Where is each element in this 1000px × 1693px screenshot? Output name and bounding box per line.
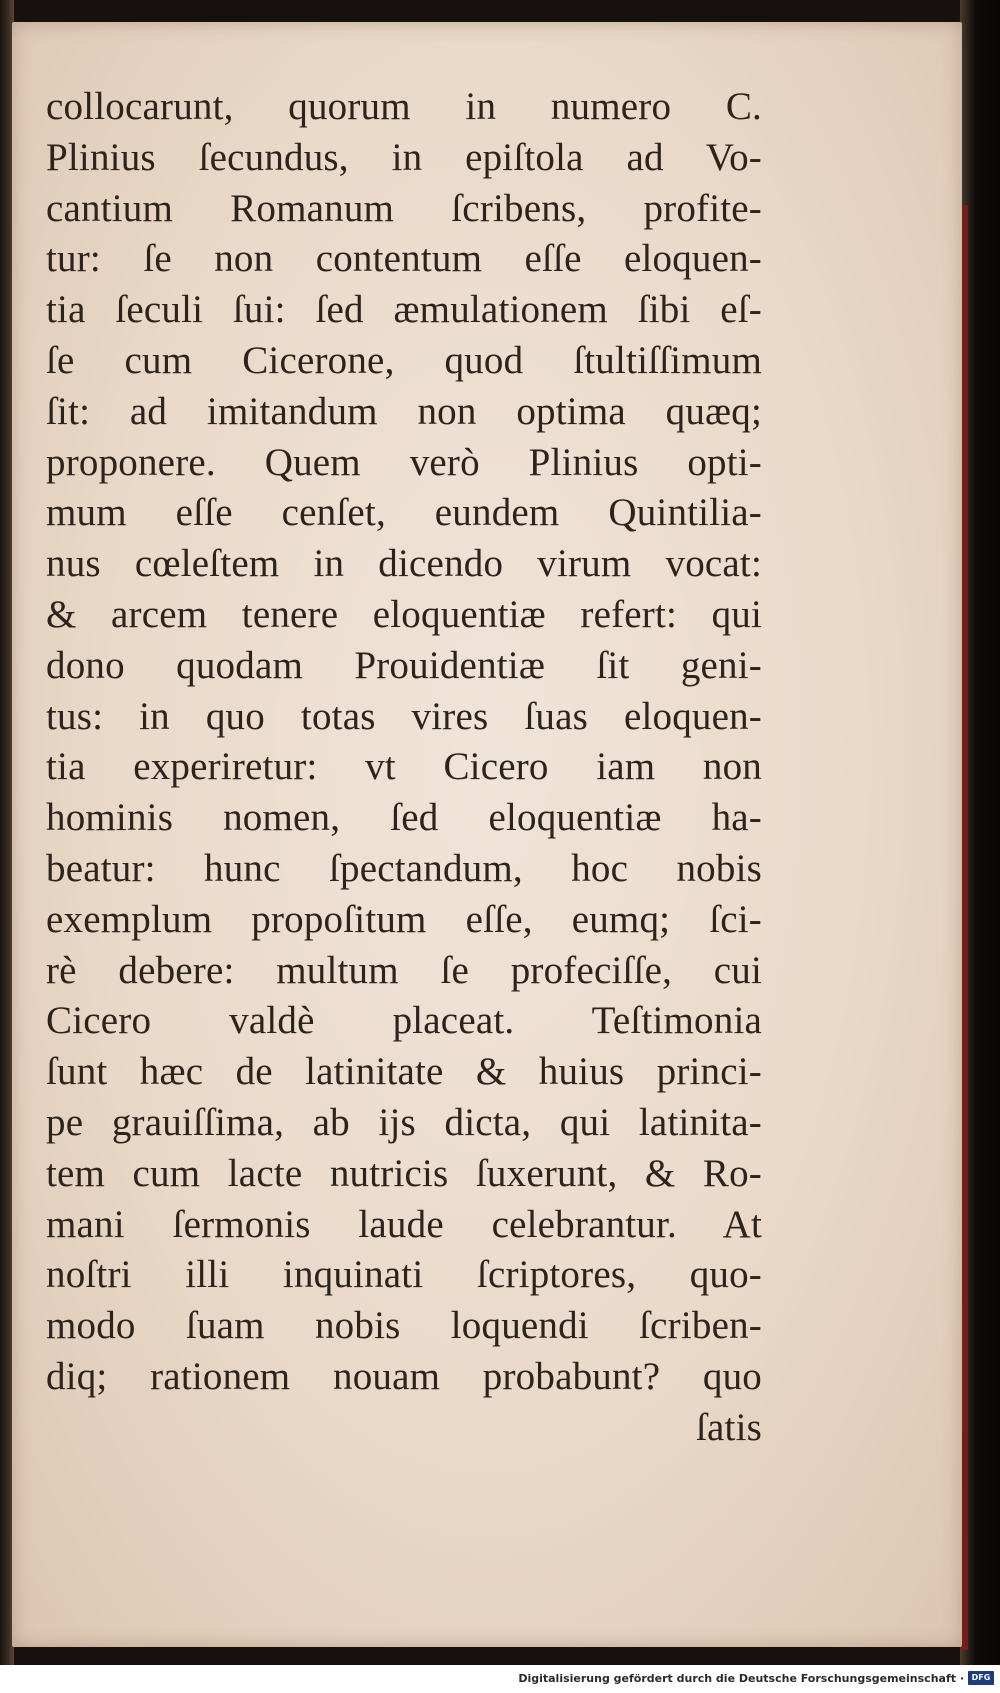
- text-line: beatur: hunc ſpectandum, hoc nobis: [46, 846, 762, 890]
- text-line: tia experiretur: vt Cicero iam non: [46, 745, 762, 789]
- text-line: diq; rationem nouam probabunt? quo: [46, 1354, 762, 1398]
- funding-credit: Digitalisierung gefördert durch die Deutsche Forschungsgemeinschaft ·: [518, 1672, 964, 1685]
- text-line: & arcem tenere eloquentiæ refert: qui: [46, 592, 762, 636]
- text-line: tia ſeculi ſui: ſed æmulationem ſibi eſ-: [46, 288, 762, 332]
- text-line: ſunt hæc de latinitate & huius princi-: [46, 1050, 762, 1094]
- text-line: modo ſuam nobis loquendi ſcriben-: [46, 1304, 762, 1348]
- text-line: mani ſermonis laude celebrantur. At: [46, 1202, 762, 1246]
- text-line: Plinius ſecundus, in epiſtola ad Vo-: [46, 135, 762, 179]
- text-line: cantium Romanum ſcribens, profite-: [46, 186, 762, 230]
- text-line: collocarunt, quorum in numero C.: [46, 85, 762, 128]
- text-line: dono quodam Prouidentiæ ſit geni-: [46, 643, 762, 687]
- dfg-logo: DFG: [968, 1671, 994, 1685]
- text-line: pe grauiſſima, ab ijs dicta, qui latinita-: [46, 1100, 762, 1144]
- text-line: ſe cum Cicerone, quod ſtultiſſimum: [46, 338, 762, 382]
- text-line: mum eſſe cenſet, eundem Quintilia-: [46, 491, 762, 535]
- text-line: tem cum lacte nutricis ſuxerunt, & Ro-: [46, 1151, 762, 1195]
- text-line: exemplum propoſitum eſſe, eumq; ſci-: [46, 897, 762, 941]
- text-line: tur: ſe non contentum eſſe eloquen-: [46, 237, 762, 281]
- text-line: Cicero valdè placeat. Teſtimonia: [46, 999, 762, 1043]
- text-line: rè debere: multum ſe profeciſſe, cui: [46, 948, 762, 992]
- catchword: ſatis: [696, 1405, 762, 1449]
- text-line: noſtri illi inquinati ſcriptores, quo-: [46, 1253, 762, 1297]
- text-line: tus: in quo totas vires ſuas eloquen-: [46, 694, 762, 738]
- text-line: hominis nomen, ſed eloquentiæ ha-: [46, 796, 762, 840]
- book-page: [12, 22, 962, 1647]
- digitization-footer: [0, 1665, 1000, 1693]
- page-body-text: [46, 82, 762, 1454]
- text-line: proponere. Quem verò Plinius opti-: [46, 440, 762, 484]
- text-line: nus cœleſtem in dicendo virum vocat:: [46, 542, 762, 586]
- text-line: ſit: ad imitandum non optima quæq;: [46, 389, 762, 433]
